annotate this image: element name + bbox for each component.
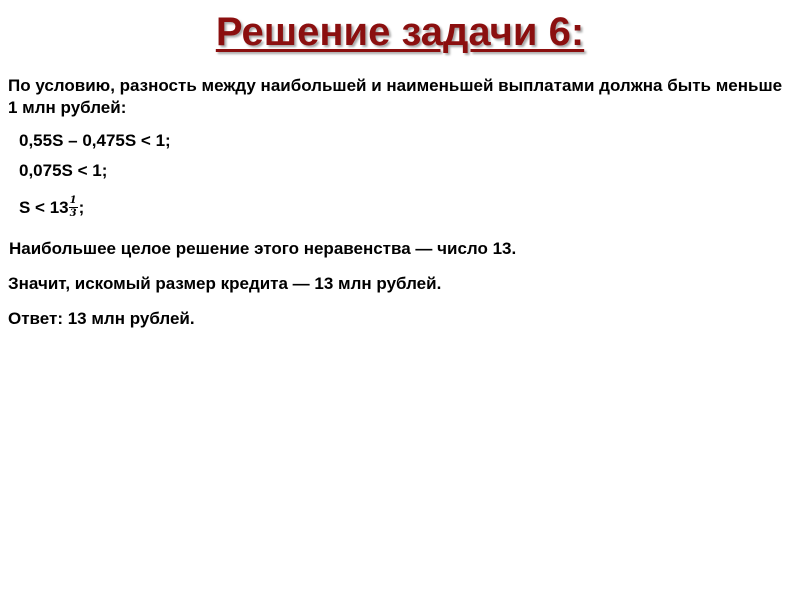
inequality-line-3-suffix: ; xyxy=(78,198,85,217)
answer-text: Ответ: 13 млн рублей. xyxy=(8,309,195,328)
fraction-numerator: 1 xyxy=(69,195,77,207)
conclusion-text: Значит, искомый размер кредита — 13 млн рублей. xyxy=(8,274,442,293)
slide-title: Решение задачи 6: xyxy=(215,10,585,54)
integer-solution-text: Наибольшее целое решение этого неравенства — число 13. xyxy=(9,239,517,258)
problem-condition-text: По условию, разность между наибольшей и наименьшей выплатами должна быть меньше 1 млн рублей: xyxy=(8,76,783,117)
inequality-line-3 xyxy=(19,197,84,220)
inequality-line-3-prefix: S < 13 xyxy=(19,198,69,217)
fraction-one-third xyxy=(69,196,78,219)
fraction-denominator: 3 xyxy=(69,208,77,220)
inequality-line-1: 0,55S – 0,475S < 1; xyxy=(19,131,171,150)
inequality-line-2: 0,075S < 1; xyxy=(19,161,108,180)
